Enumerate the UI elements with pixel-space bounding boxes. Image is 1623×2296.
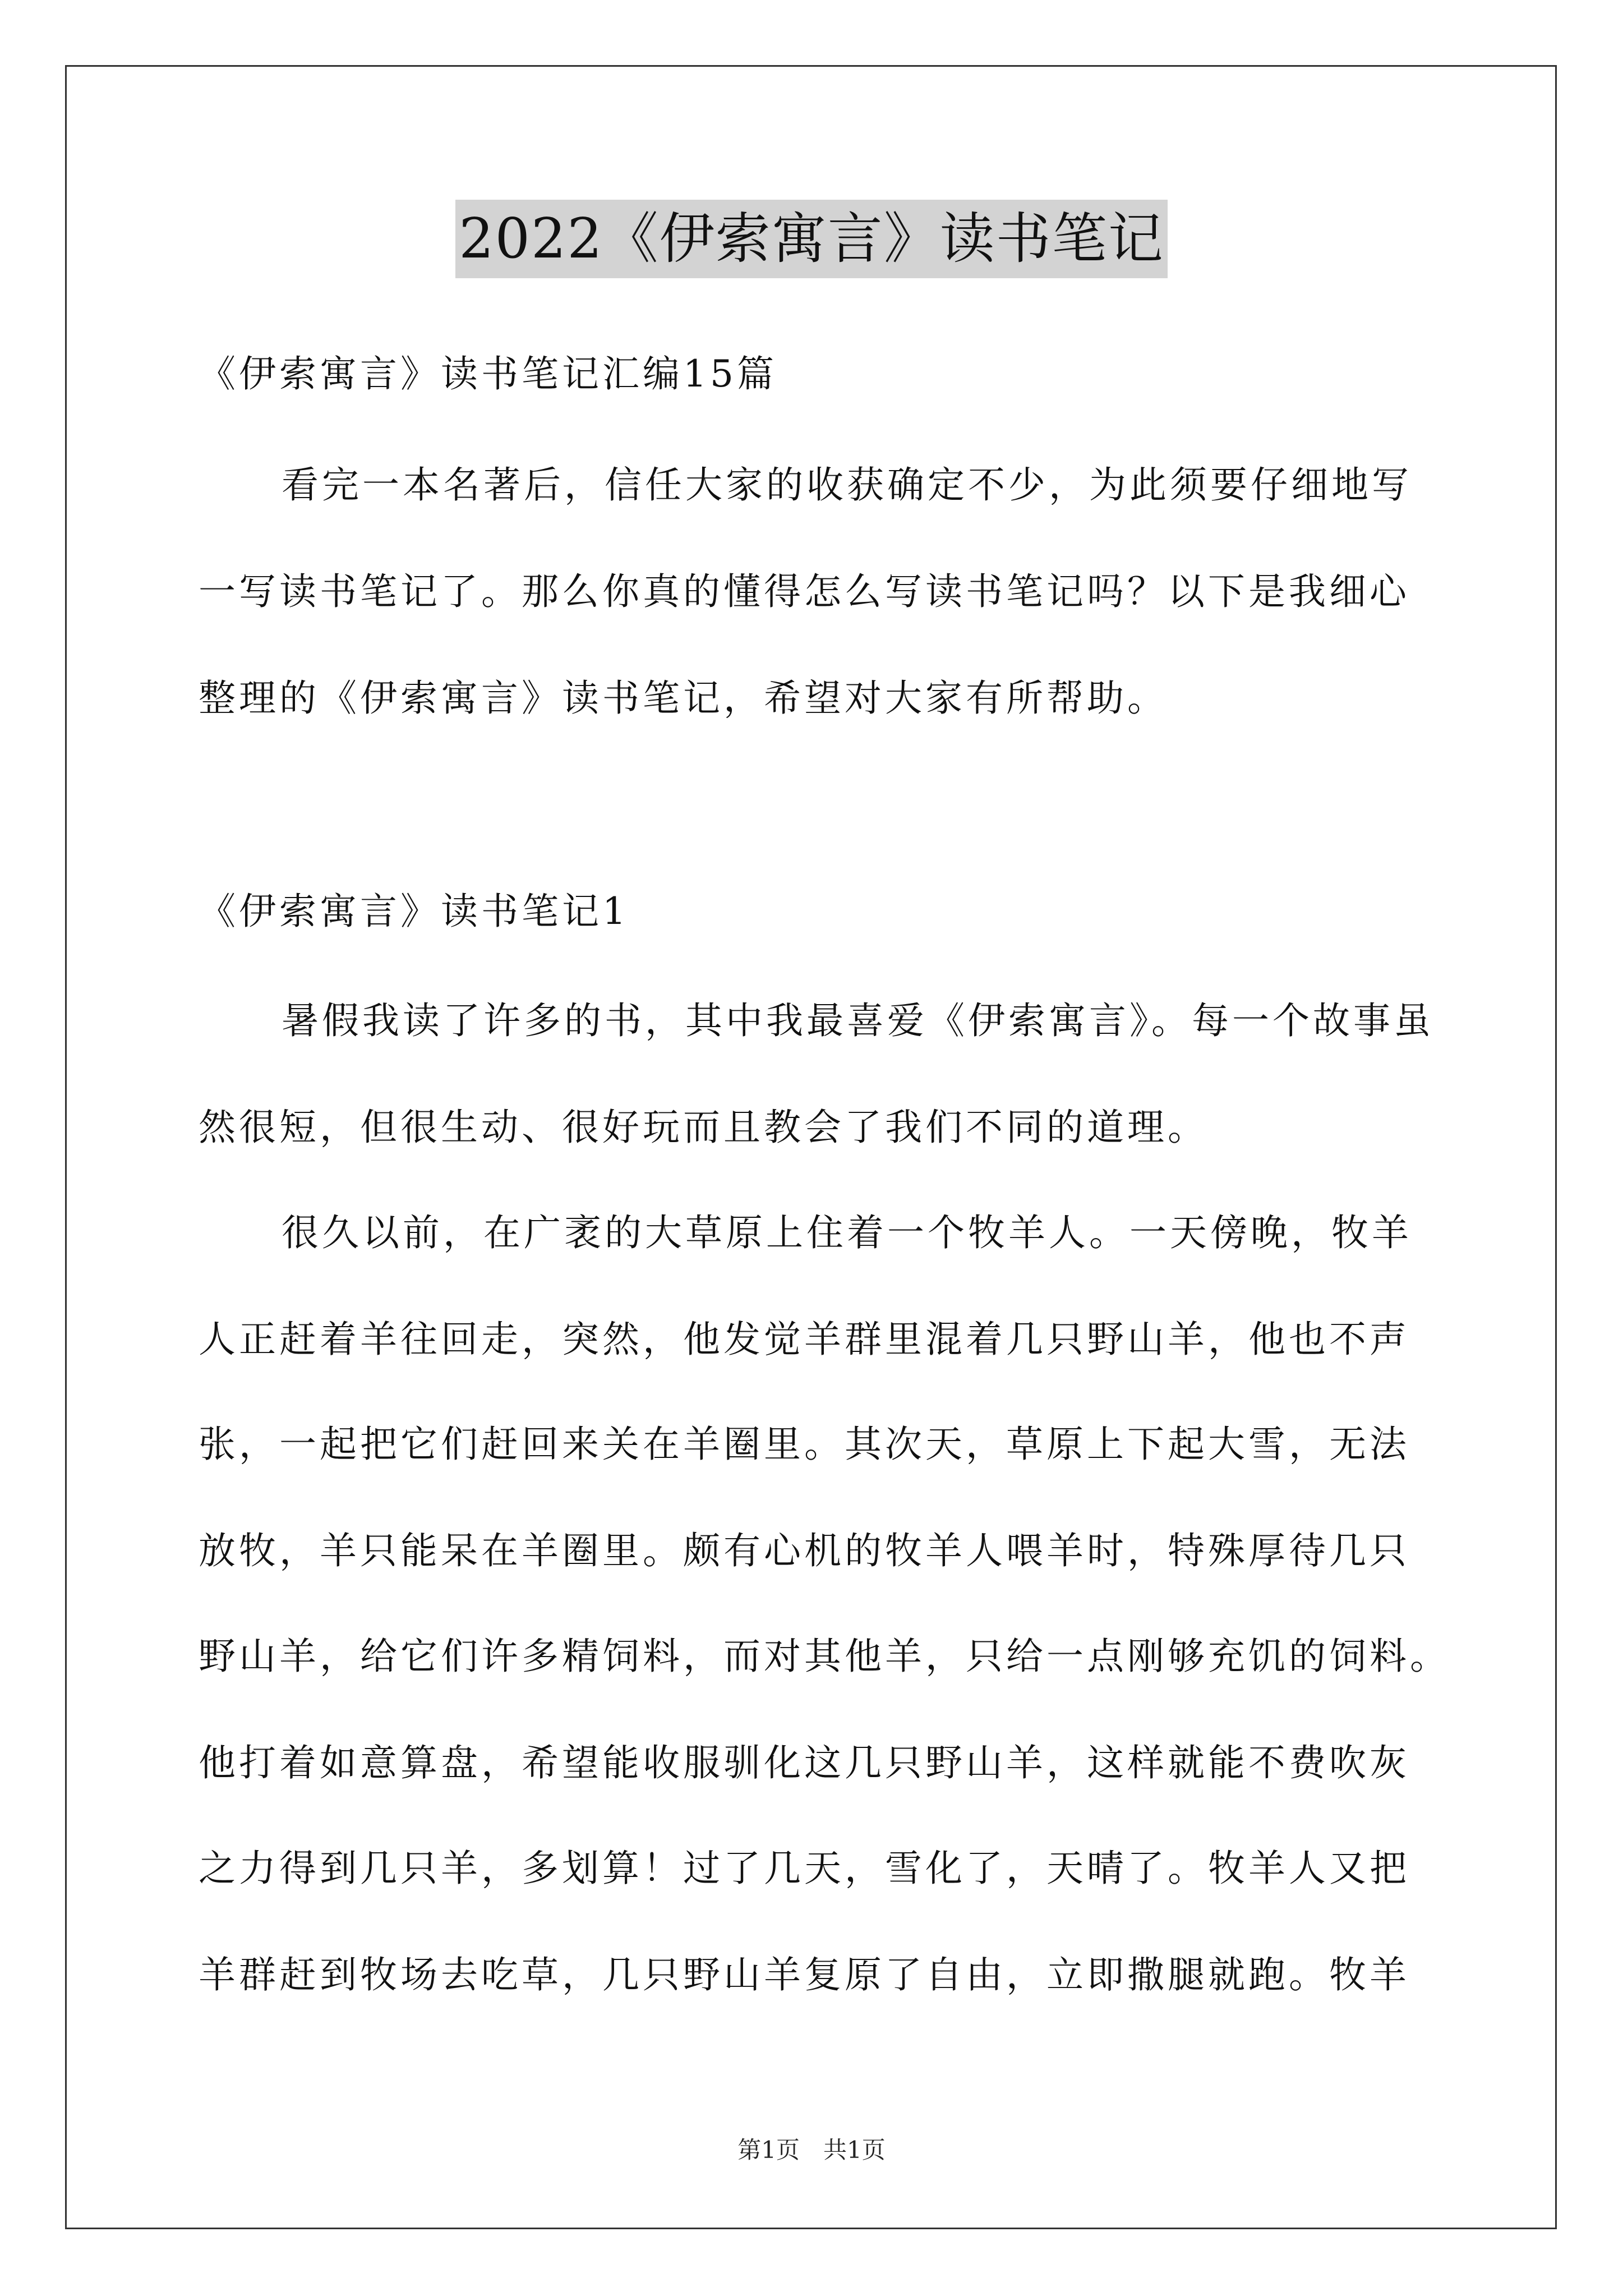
subtitle: 《伊索寓言》读书笔记汇编15篇 xyxy=(199,352,777,395)
para2-line: 很久以前，在广袤的大草原上住着一个牧羊人。一天傍晚，牧羊 xyxy=(282,1211,1412,1254)
title-container xyxy=(0,200,1623,278)
para2-line: 之力得到几只羊，多划算！过了几天，雪化了，天晴了。牧羊人又把 xyxy=(199,1847,1410,1890)
para2-line: 羊群赶到牧场去吃草，几只野山羊复原了自由，立即撒腿就跑。牧羊 xyxy=(199,1953,1410,1996)
intro-line: 看完一本名著后，信任大家的收获确定不少，为此须要仔细地写 xyxy=(282,463,1412,507)
para2-line: 他打着如意算盘，希望能收服驯化这几只野山羊，这样就能不费吹灰 xyxy=(199,1741,1410,1784)
page-footer: 第1页 共1页 xyxy=(737,2136,886,2164)
para2-line: 张，一起把它们赶回来关在羊圈里。其次天，草原上下起大雪，无法 xyxy=(199,1423,1410,1466)
para2-line: 放牧，羊只能呆在羊圈里。颇有心机的牧羊人喂羊时，特殊厚待几只 xyxy=(199,1529,1410,1572)
intro-line: 整理的《伊索寓言》读书笔记，希望对大家有所帮助。 xyxy=(199,677,1168,720)
section-heading: 《伊索寓言》读书笔记1 xyxy=(199,890,629,933)
para2-line: 人正赶着羊往回走，突然，他发觉羊群里混着几只野山羊，他也不声 xyxy=(199,1318,1410,1361)
document-title: 2022《伊索寓言》读书笔记 xyxy=(455,200,1167,278)
para1-line: 然很短，但很生动、很好玩而且教会了我们不同的道理。 xyxy=(199,1106,1208,1149)
para1-line: 暑假我读了许多的书，其中我最喜爱《伊索寓言》。每一个故事虽 xyxy=(282,999,1434,1042)
para2-line: 野山羊，给它们许多精饲料，而对其他羊，只给一点刚够充饥的饲料。 xyxy=(199,1635,1450,1678)
intro-line: 一写读书笔记了。那么你真的懂得怎么写读书笔记吗？以下是我细心 xyxy=(199,570,1410,613)
